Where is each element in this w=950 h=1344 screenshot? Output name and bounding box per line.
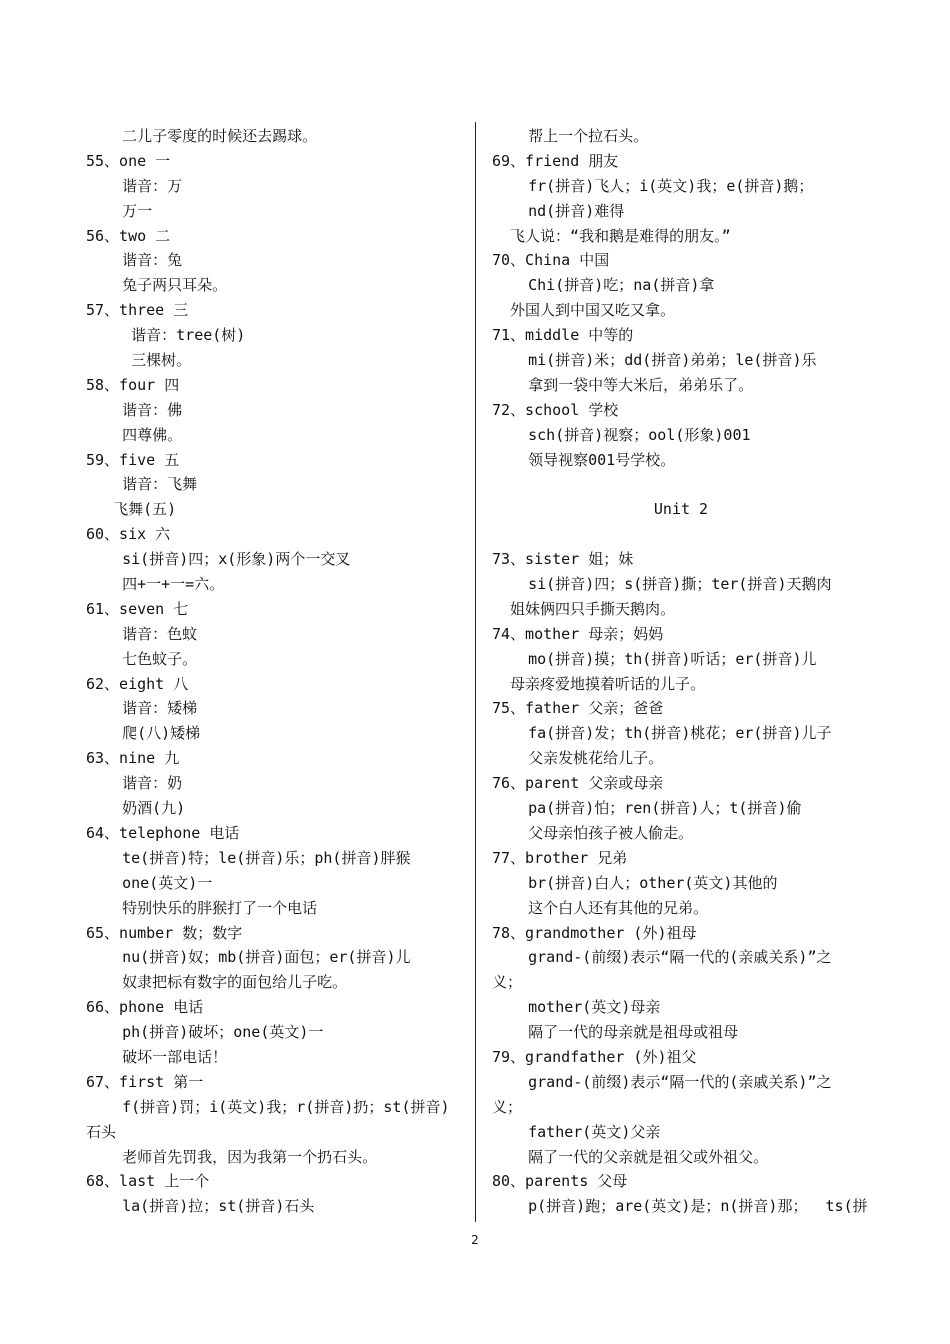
text-line: 60、six 六 [86, 525, 171, 544]
text-line: 特别快乐的胖猴打了一个电话 [86, 898, 318, 917]
text-line: 66、phone 电话 [86, 998, 204, 1017]
text-line: 谐音：tree(树) [86, 326, 246, 345]
text-line: 58、four 四 [86, 375, 180, 394]
text-line: 75、father 父亲；爸爸 [492, 699, 664, 718]
text-line: 拿到一袋中等大米后，弟弟乐了。 [492, 375, 754, 394]
blank-line [492, 472, 870, 497]
text-line: 69、friend 朋友 [492, 151, 619, 170]
text-line: 义； [492, 1097, 523, 1116]
text-line: grand-(前缀)表示“隔一代的(亲戚关系)”之 [492, 948, 832, 967]
text-line: la(拼音)拉；st(拼音)石头 [86, 1197, 315, 1216]
text-line: 70、China 中国 [492, 251, 610, 270]
text-line: sch(拼音)视察；ool(形象)001 [492, 425, 751, 444]
text-line: nd(拼音)难得 [492, 201, 625, 220]
text-line: 外国人到中国又吃又拿。 [492, 301, 676, 320]
text-line: mi(拼音)米；dd(拼音)弟弟；le(拼音)乐 [492, 351, 817, 370]
unit-heading: Unit 2 [653, 500, 709, 519]
text-line: 谐音：兔 [86, 251, 183, 270]
text-line: father(英文)父亲 [492, 1122, 661, 1141]
text-line: 61、seven 七 [86, 599, 189, 618]
text-line: Chi(拼音)吃；na(拼音)拿 [492, 276, 715, 295]
text-line: te(拼音)特；le(拼音)乐；ph(拼音)胖猴 [86, 848, 411, 867]
right-column [492, 124, 870, 1219]
text-line: fr(拼音)飞人；i(英文)我；e(拼音)鹅； [492, 176, 814, 195]
text-line: 隔了一代的父亲就是祖父或外祖父。 [492, 1147, 769, 1166]
text-line: 79、grandfather (外)祖父 [492, 1047, 697, 1066]
text-line: 万一 [86, 201, 153, 220]
text-line: grand-(前缀)表示“隔一代的(亲戚关系)”之 [492, 1072, 832, 1091]
text-line: 父母亲怕孩子被人偷走。 [492, 823, 694, 842]
text-line: one(英文)一 [86, 873, 213, 892]
text-line: 谐音：矮梯 [86, 699, 198, 718]
text-line: 爬(八)矮梯 [86, 724, 201, 743]
text-line: 奴隶把标有数字的面包给儿子吃。 [86, 973, 348, 992]
text-line: 四+一+一=六。 [86, 575, 225, 594]
text-line: 77、brother 兄弟 [492, 848, 628, 867]
text-line: 奶酒(九) [86, 799, 186, 818]
text-line: 谐音：飞舞 [86, 475, 198, 494]
text-line: 谐音：万 [86, 176, 183, 195]
blank-line [492, 522, 870, 547]
text-line: pa(拼音)怕；ren(拼音)人；t(拼音)偷 [492, 799, 802, 818]
text-line: 59、five 五 [86, 450, 180, 469]
text-line: 石头 [86, 1122, 117, 1141]
text-line: 78、grandmother (外)祖母 [492, 923, 697, 942]
text-line: 76、parent 父亲或母亲 [492, 774, 664, 793]
text-line: 这个白人还有其他的兄弟。 [492, 898, 709, 917]
text-line: mo(拼音)摸；th(拼音)听话；er(拼音)儿 [492, 649, 817, 668]
text-line: 62、eight 八 [86, 674, 189, 693]
text-line: 74、mother 母亲；妈妈 [492, 624, 664, 643]
text-line: 姐妹俩四只手撕天鹅肉。 [492, 599, 676, 618]
text-line: 57、three 三 [86, 301, 189, 320]
text-line: 兔子两只耳朵。 [86, 276, 228, 295]
text-line: 68、last 上一个 [86, 1172, 210, 1191]
text-line: 71、middle 中等的 [492, 326, 634, 345]
page-number: 2 [471, 1233, 479, 1247]
text-line: 谐音：色蚊 [86, 624, 198, 643]
text-line: 母亲疼爱地摸着听话的儿子。 [492, 674, 706, 693]
text-line: 老师首先罚我，因为我第一个扔石头。 [86, 1147, 378, 1166]
text-line: 飞人说：“我和鹅是难得的朋友。” [492, 226, 731, 245]
text-line: 三棵树。 [86, 351, 192, 370]
left-column [86, 124, 464, 1219]
column-divider [475, 122, 476, 1222]
text-line: 二儿子零度的时候还去踢球。 [86, 127, 318, 145]
text-line: si(拼音)四；s(拼音)撕；ter(拼音)天鹅肉 [492, 575, 832, 594]
text-line: p(拼音)跑；are(英文)是；n(拼音)那； ts(拼 [492, 1197, 868, 1216]
text-line: 领导视察001号学校。 [492, 450, 676, 469]
text-line: 65、number 数；数字 [86, 923, 243, 942]
text-line: 四尊佛。 [86, 425, 183, 444]
text-line: 谐音：佛 [86, 400, 183, 419]
text-line: 飞舞(五) [86, 500, 177, 519]
text-line: 义； [492, 973, 523, 992]
text-line: 67、first 第一 [86, 1072, 204, 1091]
text-line: br(拼音)白人；other(英文)其他的 [492, 873, 778, 892]
text-line: 破坏一部电话！ [86, 1047, 228, 1066]
text-line: 80、parents 父母 [492, 1172, 628, 1191]
text-line: mother(英文)母亲 [492, 998, 661, 1017]
text-line: 七色蚊子。 [86, 649, 198, 668]
text-line: si(拼音)四；x(形象)两个一交叉 [86, 550, 351, 569]
text-line: 55、one 一 [86, 151, 171, 170]
text-line: 72、school 学校 [492, 400, 619, 419]
text-line: ph(拼音)破坏；one(英文)一 [86, 1023, 324, 1042]
text-line: 56、two 二 [86, 226, 171, 245]
text-line: 63、nine 九 [86, 749, 180, 768]
text-line: 隔了一代的母亲就是祖母或祖母 [492, 1023, 739, 1042]
text-line: f(拼音)罚；i(英文)我；r(拼音)扔；st(拼音) [86, 1097, 450, 1116]
text-line: fa(拼音)发；th(拼音)桃花；er(拼音)儿子 [492, 724, 832, 743]
text-line: nu(拼音)奴；mb(拼音)面包；er(拼音)儿 [86, 948, 411, 967]
text-line: 73、sister 姐；妹 [492, 550, 634, 569]
text-line: 64、telephone 电话 [86, 823, 240, 842]
text-line: 父亲发桃花给儿子。 [492, 749, 664, 768]
text-line: 谐音：奶 [86, 774, 183, 793]
text-line: 帮上一个拉石头。 [492, 127, 649, 145]
